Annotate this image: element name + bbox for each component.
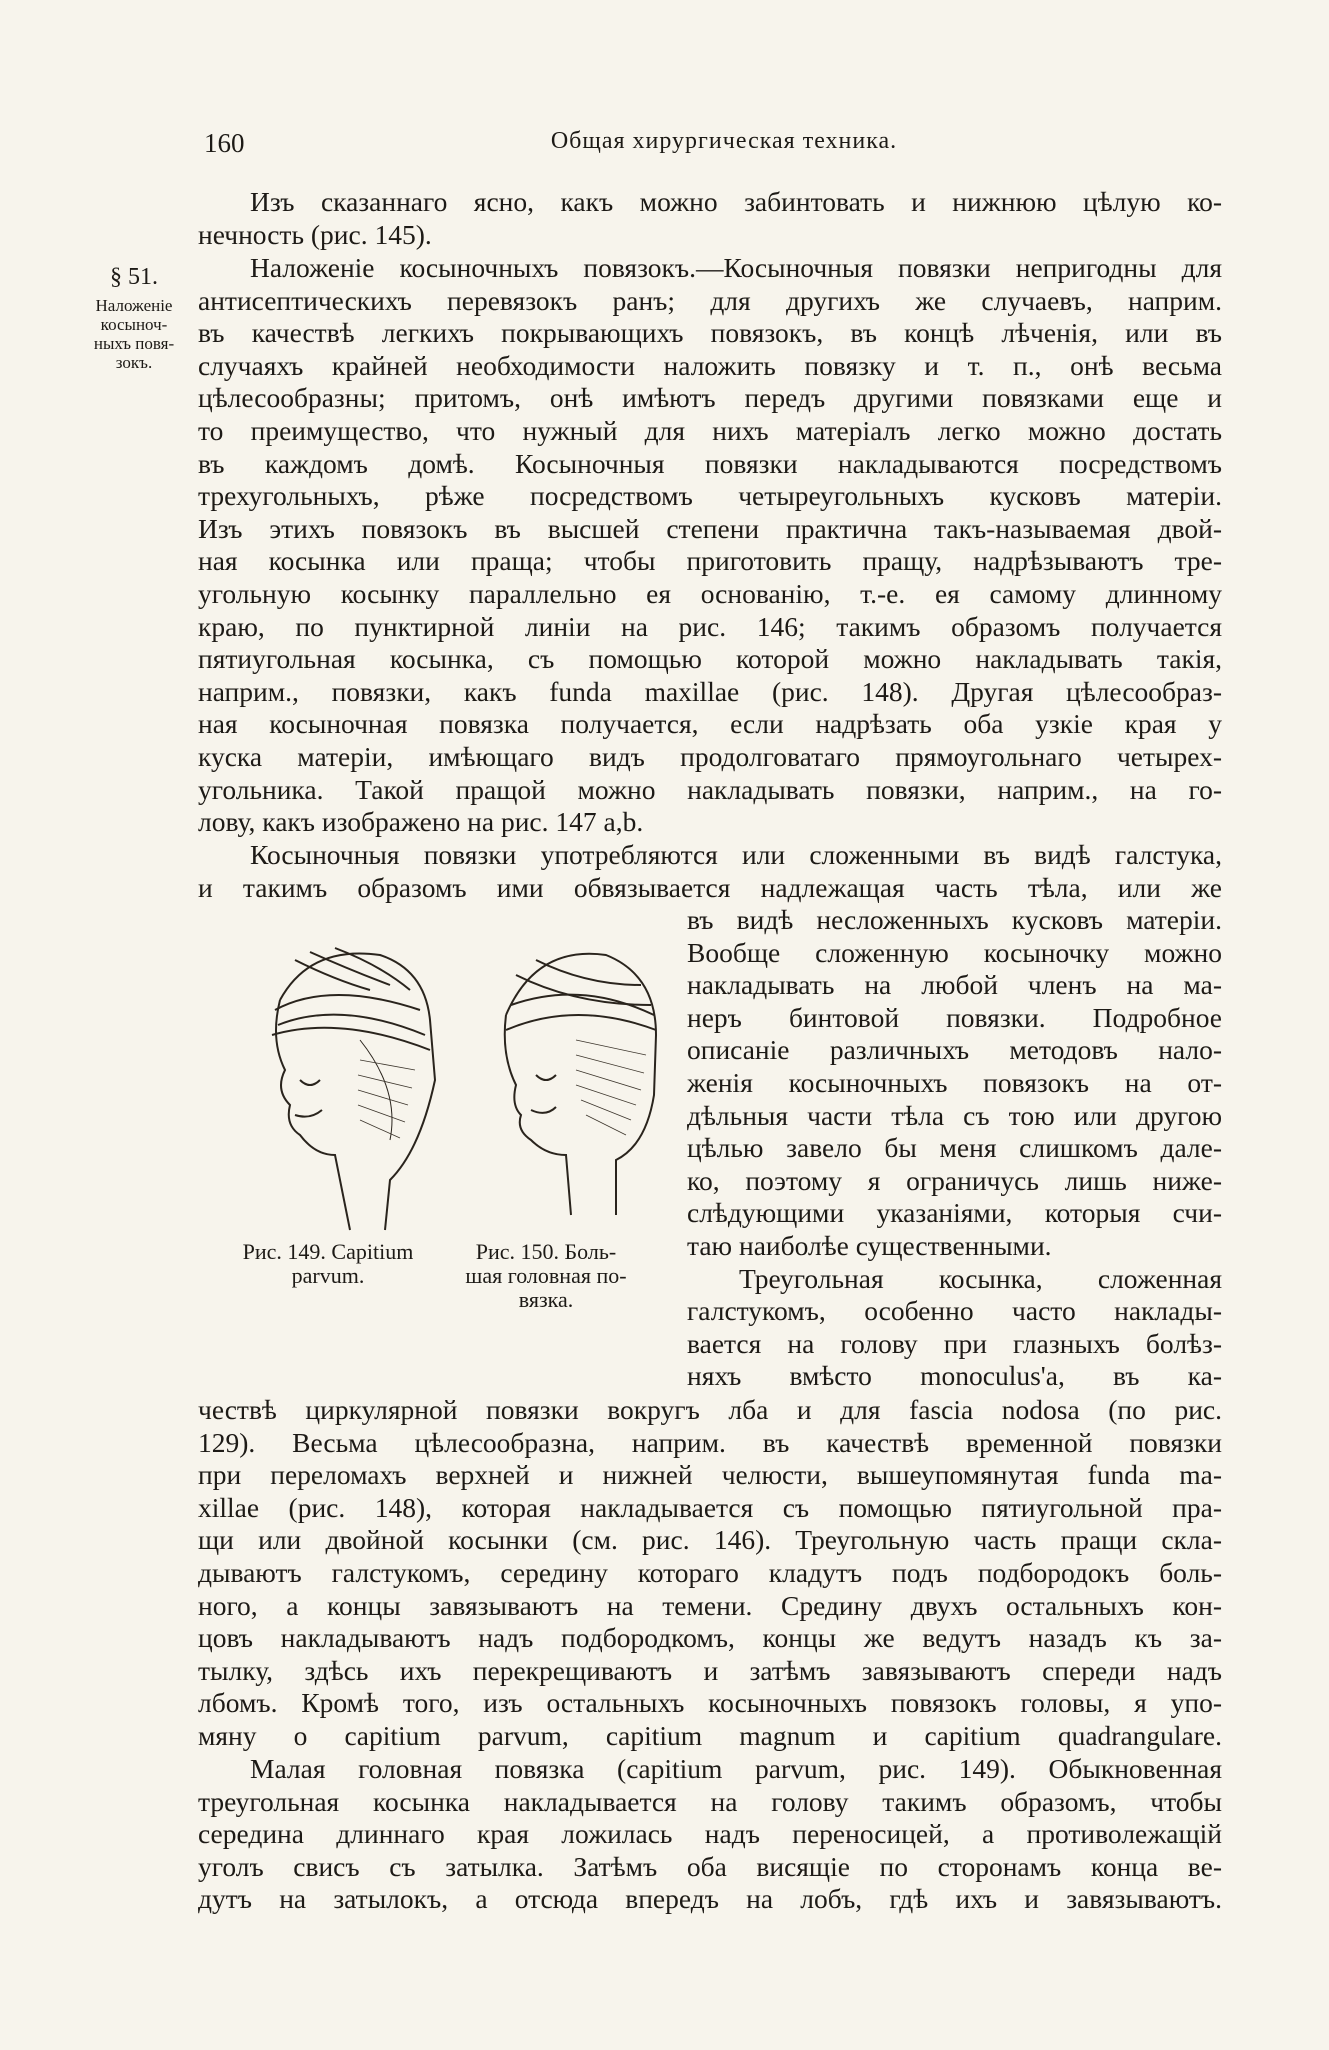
paragraph-1 xyxy=(198,186,1222,251)
text-line: трехугольныхъ, рѣже посредствомъ четыреугольныхъ кусковъ матеріи. xyxy=(198,480,1222,512)
caption-line: шая головная по- xyxy=(465,1263,627,1288)
text-line: щи или двойной косынки (см. рис. 146). Треугольную часть пращи скла- xyxy=(198,1524,1222,1556)
caption-line: parvum. xyxy=(291,1263,365,1288)
text-line: угольную косынку параллельно ея основанію, т.-е. ея самому длинному xyxy=(198,577,1222,609)
text-line: лбомъ. Кромѣ того, изъ остальныхъ косыночныхъ повязокъ головы, я упо- xyxy=(198,1687,1222,1719)
caption-line: вязка. xyxy=(518,1287,574,1312)
figure-149-illustration xyxy=(240,940,450,1240)
text-line: накладывать на любой членъ на ма- xyxy=(687,969,1222,1001)
text-line: въ видѣ несложенныхъ кусковъ матеріи. xyxy=(687,904,1222,935)
text-line: наприм., повязки, какъ funda maxillae (рис. 148). Другая цѣлесообраз- xyxy=(198,675,1222,707)
paragraph-3 xyxy=(198,839,1222,904)
section-number: § 51. xyxy=(110,264,158,290)
text-line: Малая головная повязка (capitium parvum, рис. 149). Обыкновенная xyxy=(250,1753,1222,1784)
text-line: антисептическихъ перевязокъ ранъ; для другихъ же случаевъ, наприм. xyxy=(198,284,1222,316)
figure-149-caption xyxy=(208,1240,448,1288)
text-line: середина длиннаго края ложилась надъ переносицей, а противолежащій xyxy=(198,1818,1222,1850)
text-line: Вообще сложенную косыночку можно xyxy=(687,936,1222,968)
text-line: въ качествѣ легкихъ покрывающихъ повязокъ, въ концѣ лѣченія, или въ xyxy=(198,317,1222,349)
text-line: случаяхъ крайней необходимости наложить повязку и т. п., онѣ весьма xyxy=(198,349,1222,381)
text-line: дутъ на затылокъ, а отсюда впередъ на лобъ, гдѣ ихъ и завязываютъ. xyxy=(198,1883,1222,1915)
paragraph-2 xyxy=(198,252,1222,839)
text-line: въ каждомъ домѣ. Косыночныя повязки накладываются посредствомъ xyxy=(198,447,1222,479)
text-line: ного, а концы завязываютъ на темени. Средину двухъ остальныхъ кон- xyxy=(198,1589,1222,1621)
text-line: описаніе различныхъ методовъ нало- xyxy=(687,1034,1222,1066)
paragraph-4 xyxy=(198,1394,1222,1753)
right-column-text xyxy=(687,904,1222,1393)
text-line: женія косыночныхъ повязокъ на от- xyxy=(687,1066,1222,1098)
text-line: цѣлью завело бы меня слишкомъ дале- xyxy=(687,1132,1222,1164)
figure-150-caption xyxy=(446,1240,646,1312)
text-line: Изъ этихъ повязокъ въ высшей степени практична такъ-называемая двой- xyxy=(198,512,1222,544)
text-line: нечность (рис. 145). xyxy=(198,218,432,250)
text-line: неръ бинтовой повязки. Подробное xyxy=(687,1001,1222,1033)
text-line: пятиугольная косынка, съ помощью которой можно накладывать такія, xyxy=(198,643,1222,675)
text-line: то преимущество, что нужный для нихъ матеріалъ легко можно достать xyxy=(198,414,1222,446)
text-line: цѣлесообразны; притомъ, онѣ имѣютъ передъ другими повязками еще и xyxy=(198,382,1222,414)
text-line: ко, поэтому я ограничусь лишь ниже- xyxy=(687,1164,1222,1196)
text-line: Изъ сказаннаго ясно, какъ можно забинтовать и нижнюю цѣлую ко- xyxy=(250,186,1222,217)
margin-note-line: зокъ. xyxy=(115,353,153,372)
text-line: слѣдующими указаніями, которыя счи- xyxy=(687,1197,1222,1229)
page-header xyxy=(204,128,1244,168)
caption-line: Рис. 149. Capitium xyxy=(242,1239,414,1264)
text-line: xillae (рис. 148), которая накладывается съ помощью пятиугольной пра- xyxy=(198,1491,1222,1523)
text-line: тылку, здѣсь ихъ перекрещиваютъ и затѣмъ завязываютъ спереди надъ xyxy=(198,1654,1222,1686)
text-line: при переломахъ верхней и нижней челюсти, вышеупомянутая funda ma- xyxy=(198,1459,1222,1491)
text-line: краю, по пунктирной линіи на рис. 146; такимъ образомъ получается xyxy=(198,610,1222,642)
text-line: ная косыночная повязка получается, если надрѣзать оба узкіе края у xyxy=(198,708,1222,740)
text-line: куска матеріи, имѣющаго видъ продолговатаго прямоугольнаго четырех- xyxy=(198,740,1222,772)
text-line: и такимъ образомъ ими обвязывается надлежащая часть тѣла, или же xyxy=(198,871,1222,903)
caption-line: Рис. 150. Боль- xyxy=(475,1239,617,1264)
head-bandage-icon xyxy=(240,940,450,1240)
margin-note xyxy=(74,262,194,372)
text-line: мяну о capitium parvum, capitium magnum и capitium quadrangulare. xyxy=(198,1719,1222,1751)
paragraph-5 xyxy=(198,1753,1222,1916)
text-line: дываютъ галстукомъ, середину котораго кладутъ подъ подбородокъ боль- xyxy=(198,1556,1222,1588)
text-line: ная косынка или праща; чтобы приготовить пращу, надрѣзываютъ тре- xyxy=(198,545,1222,577)
page-number: 160 xyxy=(204,128,245,158)
text-line: вается на голову при глазныхъ болѣз- xyxy=(687,1327,1222,1359)
text-line: Треугольная косынка, сложенная xyxy=(739,1262,1222,1294)
large-head-bandage-icon xyxy=(476,945,676,1225)
text-line: треугольная косынка накладывается на голову такимъ образомъ, чтобы xyxy=(198,1785,1222,1817)
text-line: 129). Весьма цѣлесообразна, наприм. въ качествѣ временной повязки xyxy=(198,1426,1222,1458)
margin-note-line: ныхъ повя- xyxy=(93,334,175,353)
margin-note-line: косыноч- xyxy=(100,315,168,334)
text-line: Косыночныя повязки употребляются или сложенными въ видѣ галстука, xyxy=(250,839,1222,870)
text-line: уголъ свисъ съ затылка. Затѣмъ оба висящіе по сторонамъ конца ве- xyxy=(198,1850,1222,1882)
text-line: таю наиболѣе существенными. xyxy=(687,1229,1052,1261)
running-head: Общая хирургическая техника. xyxy=(550,128,898,154)
text-line: Наложеніе косыночныхъ повязокъ.—Косыночныя повязки непригодны для xyxy=(250,252,1222,283)
text-line: дѣльныя части тѣла съ тою или другою xyxy=(687,1099,1222,1131)
text-line: цовъ накладываютъ надъ подбородкомъ, концы же ведутъ назадъ къ за- xyxy=(198,1622,1222,1654)
figure-150-illustration xyxy=(476,945,676,1225)
text-line: чествѣ циркулярной повязки вокругъ лба и для fascia nodosa (по рис. xyxy=(198,1394,1222,1425)
margin-note-line: Наложеніе xyxy=(95,296,173,315)
text-line: няхъ вмѣсто monoculus'а, въ ка- xyxy=(687,1360,1222,1392)
text-line: галстукомъ, особенно часто наклады- xyxy=(687,1295,1222,1327)
text-line: угольника. Такой пращой можно накладывать повязки, наприм., на го- xyxy=(198,773,1222,805)
text-line: лову, какъ изображено на рис. 147 a,b. xyxy=(198,806,644,838)
